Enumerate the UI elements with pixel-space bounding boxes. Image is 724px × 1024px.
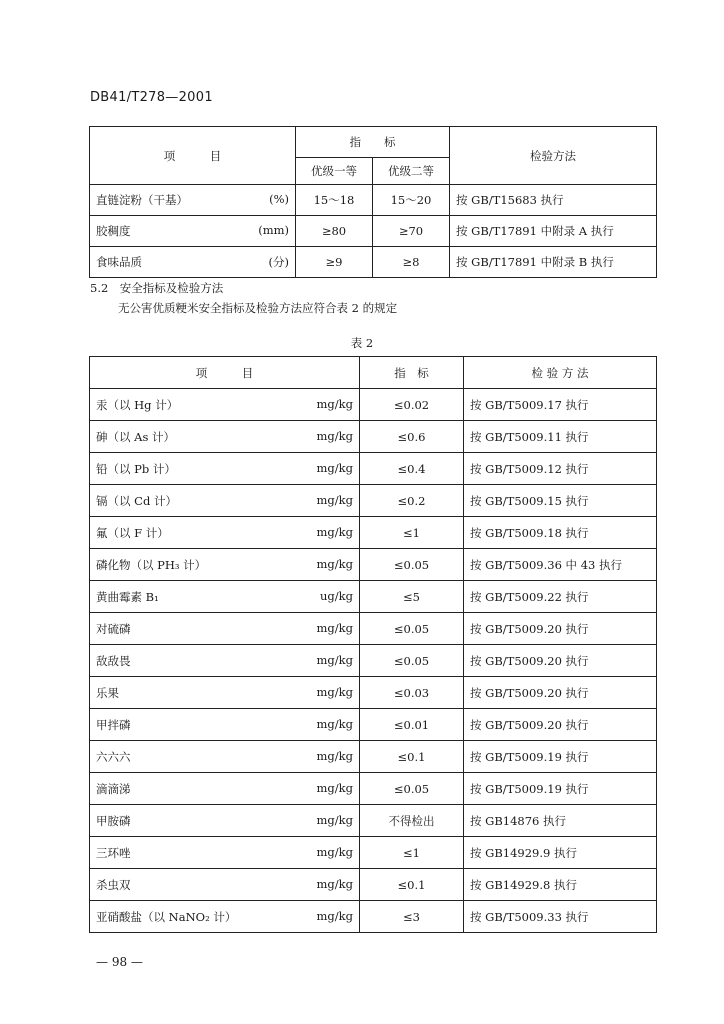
row-method: 按 GB/T5009.20 执行 <box>464 709 657 741</box>
row-value: ≤3 <box>360 901 464 933</box>
row-name: 甲拌磷 <box>96 717 131 732</box>
row-value: ≤0.05 <box>360 549 464 581</box>
table-row <box>90 869 657 901</box>
row-grade1: ≥9 <box>296 247 373 278</box>
row-method: 按 GB/T5009.19 执行 <box>464 773 657 805</box>
table-row <box>90 485 657 517</box>
table-row <box>90 185 657 216</box>
row-value: ≤1 <box>360 517 464 549</box>
row-name: 对硫磷 <box>96 621 131 636</box>
row-method: 按 GB/T5009.12 执行 <box>464 453 657 485</box>
row-method: 按 GB14929.9 执行 <box>464 837 657 869</box>
section-heading: 5.2 安全指标及检验方法 <box>90 281 224 295</box>
row-unit: mg/kg <box>316 780 353 795</box>
row-unit: mg/kg <box>316 844 353 859</box>
row-unit: mg/kg <box>316 396 353 411</box>
row-method: 按 GB/T5009.36 中 43 执行 <box>464 549 657 581</box>
row-name: 胶稠度 <box>96 224 131 238</box>
table-row <box>90 517 657 549</box>
row-name: 氟（以 F 计） <box>96 525 169 540</box>
row-unit: mg/kg <box>316 556 353 571</box>
row-unit: (mm) <box>258 223 289 237</box>
row-name: 食味品质 <box>96 255 142 269</box>
row-name: 杀虫双 <box>96 877 131 892</box>
row-method: 按 GB/T5009.20 执行 <box>464 645 657 677</box>
row-value: ≤0.4 <box>360 453 464 485</box>
row-value: ≤0.05 <box>360 645 464 677</box>
row-method: 按 GB/T5009.20 执行 <box>464 613 657 645</box>
row-unit: mg/kg <box>316 876 353 891</box>
row-value: 不得检出 <box>360 805 464 837</box>
row-unit: mg/kg <box>316 652 353 667</box>
row-method: 按 GB14876 执行 <box>464 805 657 837</box>
row-unit: (%) <box>269 192 289 206</box>
t1-header-grade2: 优级二等 <box>373 158 450 185</box>
row-unit: (分) <box>268 255 289 269</box>
row-unit: ug/kg <box>320 588 353 603</box>
row-name: 磷化物（以 PH₃ 计） <box>96 557 207 572</box>
row-grade2: ≥8 <box>373 247 450 278</box>
table-row <box>90 741 657 773</box>
row-method: 按 GB/T5009.11 执行 <box>464 421 657 453</box>
row-method: 按 GB/T15683 执行 <box>450 185 657 216</box>
t2-header-item: 项 目 <box>90 357 360 389</box>
t1-header-indicator: 指 标 <box>296 127 450 158</box>
row-grade1: ≥80 <box>296 216 373 247</box>
table-row <box>90 247 657 278</box>
row-name: 亚硝酸盐（以 NaNO₂ 计） <box>96 909 237 924</box>
row-name: 甲胺磷 <box>96 813 131 828</box>
row-name: 六六六 <box>96 749 131 764</box>
row-name: 黄曲霉素 B₁ <box>96 589 159 604</box>
row-grade1: 15～18 <box>296 185 373 216</box>
row-value: ≤0.05 <box>360 773 464 805</box>
quality-table <box>89 126 657 278</box>
row-value: ≤0.03 <box>360 677 464 709</box>
row-name: 滴滴涕 <box>96 781 131 796</box>
row-method: 按 GB/T5009.17 执行 <box>464 389 657 421</box>
table2-caption: 表 2 <box>350 336 374 350</box>
table-row <box>90 581 657 613</box>
row-value: ≤0.01 <box>360 709 464 741</box>
row-value: ≤0.05 <box>360 613 464 645</box>
row-value: ≤5 <box>360 581 464 613</box>
row-unit: mg/kg <box>316 492 353 507</box>
table-row <box>90 773 657 805</box>
row-name: 乐果 <box>96 685 119 700</box>
document-code: DB41/T278—2001 <box>90 90 213 105</box>
row-unit: mg/kg <box>316 812 353 827</box>
row-name: 三环唑 <box>96 845 131 860</box>
row-unit: mg/kg <box>316 684 353 699</box>
row-unit: mg/kg <box>316 716 353 731</box>
row-unit: mg/kg <box>316 908 353 923</box>
table-row <box>90 805 657 837</box>
table-row <box>90 837 657 869</box>
row-method: 按 GB14929.8 执行 <box>464 869 657 901</box>
table-row <box>90 421 657 453</box>
row-name: 铅（以 Pb 计） <box>96 461 176 476</box>
t1-header-item: 项 目 <box>90 127 296 185</box>
row-method: 按 GB/T5009.22 执行 <box>464 581 657 613</box>
row-method: 按 GB/T17891 中附录 A 执行 <box>450 216 657 247</box>
row-method: 按 GB/T17891 中附录 B 执行 <box>450 247 657 278</box>
row-value: ≤0.02 <box>360 389 464 421</box>
row-value: ≤0.2 <box>360 485 464 517</box>
table-row <box>90 901 657 933</box>
table-row <box>90 389 657 421</box>
table-row <box>90 216 657 247</box>
table-row <box>90 677 657 709</box>
row-grade2: ≥70 <box>373 216 450 247</box>
row-unit: mg/kg <box>316 460 353 475</box>
row-unit: mg/kg <box>316 524 353 539</box>
table-row <box>90 709 657 741</box>
row-value: ≤0.6 <box>360 421 464 453</box>
table-row <box>90 645 657 677</box>
t1-header-grade1: 优级一等 <box>296 158 373 185</box>
row-name: 汞（以 Hg 计） <box>96 397 179 412</box>
row-name: 敌敌畏 <box>96 653 131 668</box>
table-row <box>90 453 657 485</box>
safety-table <box>89 356 657 933</box>
row-method: 按 GB/T5009.18 执行 <box>464 517 657 549</box>
row-method: 按 GB/T5009.19 执行 <box>464 741 657 773</box>
row-value: ≤1 <box>360 837 464 869</box>
row-grade2: 15～20 <box>373 185 450 216</box>
t2-header-indicator: 指 标 <box>360 357 464 389</box>
row-unit: mg/kg <box>316 428 353 443</box>
table-row <box>90 613 657 645</box>
t1-header-method: 检验方法 <box>450 127 657 185</box>
row-value: ≤0.1 <box>360 741 464 773</box>
row-value: ≤0.1 <box>360 869 464 901</box>
paragraph: 无公害优质粳米安全指标及检验方法应符合表 2 的规定 <box>118 301 398 315</box>
row-name: 砷（以 As 计） <box>96 429 176 444</box>
row-unit: mg/kg <box>316 620 353 635</box>
row-method: 按 GB/T5009.15 执行 <box>464 485 657 517</box>
table-row <box>90 549 657 581</box>
row-name: 镉（以 Cd 计） <box>96 493 177 508</box>
row-method: 按 GB/T5009.33 执行 <box>464 901 657 933</box>
row-method: 按 GB/T5009.20 执行 <box>464 677 657 709</box>
page-number: — 98 — <box>96 955 143 969</box>
row-name: 直链淀粉（干基） <box>96 193 188 207</box>
t2-header-method: 检 验 方 法 <box>464 357 657 389</box>
row-unit: mg/kg <box>316 748 353 763</box>
